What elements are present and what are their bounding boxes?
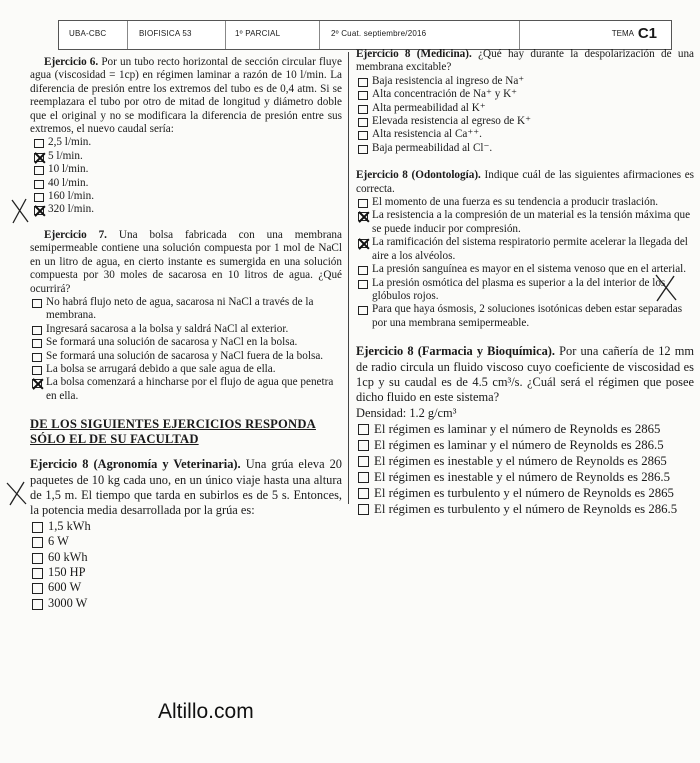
option-checkbox[interactable]: 1,5 kWh: [30, 519, 342, 534]
exercise-7-title: Ejercicio 7.: [44, 228, 107, 241]
exercise-8-medicina: Ejercicio 8 (Medicina). ¿Qué hay durante la despolarización de una membrana excitable? Baja resistencia al ingreso de Na⁺ Alta concentración de Na⁺ y K⁺ Alta permeabilidad al K⁺ Elevada resistencia al egreso de K⁺ Alta resistencia al Ca⁺⁺. Baja permeabilidad al Cl⁻.: [356, 48, 695, 154]
marked-checkbox-icon: [34, 153, 44, 162]
exercise-8-agronomia: Ejercicio 8 (Agronomía y Veterinaria). Una grúa eleva 20 paquetes de 10 kg cada uno, en un único viaje hasta una altura de 1,5 m. El tiempo que tarda en subirlos es de 5 s. Entonces, la potencia media desarrollada por la grúa es: 1,5 kWh 6 W 60 kWh 150 HP 600 W 3000 W: [30, 457, 342, 610]
exercise-8-farmacia-options: [356, 421, 694, 517]
exercise-7-text: Una bolsa fabricada con una membrana semipermeable contiene una solución compuesta por 1 mol de NaCl en un litro de agua, en cierto instante es sumergida en una solución compuesta por 30 moles de sacarosa en 10 litros de agua. ¿Qué ocurrirá?: [30, 228, 342, 295]
exercise-6-text: Por un tubo recto horizontal de sección circular fluye agua (viscosidad = 1cp) en régimen laminar a razón de 10 l/min. La diferencia de presión entre los extremos del tubo es de 0,4 atm. Si se reemplazara el tubo por otro de mitad de longitud y diámetro doble que el original y no se modificara la diferencia de presión entre sus extremos, el nuevo caudal sería:: [30, 56, 342, 136]
topic-badge: TEMA C1: [611, 25, 657, 42]
marked-checkbox-icon: [32, 379, 42, 388]
option-checkbox[interactable]: 600 W: [30, 580, 342, 595]
exercise-6-options: [32, 136, 342, 216]
exercise-7: [30, 229, 342, 403]
option-checkbox[interactable]: Alta concentración de Na⁺ y K⁺: [356, 88, 694, 101]
option-checkbox[interactable]: Baja resistencia al ingreso de Na⁺: [356, 75, 694, 88]
option-checkbox[interactable]: El régimen es turbulento y el número de Reynolds es 286.5: [356, 501, 694, 517]
marked-checkbox-icon: [34, 206, 44, 215]
exercise-8-odontologia: Ejercicio 8 (Odontología). Indique cuál de las siguientes afirmaciones es correcta. El momento de una fuerza es su tendencia a producir traslación. La resistencia a la compresión de un material es la tensión máxima que se puede inducir por compresión. La ramificación del sistema respiratorio permite acelerar la llegada del aire a los alvéolos. La presión sanguínea es mayor en el sistema venoso que en el arterial. La presión osmótica del plasma es superior a la del interior de los glóbulos rojos. Para que haya ósmosis, 2 soluciones isotónicas deben estar separadas por una membrana semipermeable.: [356, 169, 695, 329]
faculty-label: UBA-CBC: [69, 29, 107, 38]
exercise-8-agronomia-title: Ejercicio 8 (Agronomía y Veterinaria).: [30, 457, 241, 472]
option-checkbox[interactable]: Alta permeabilidad al K⁺: [356, 102, 694, 115]
exercise-8-odontologia-options: [356, 196, 694, 330]
exercise-8-farmacia: Ejercicio 8 (Farmacia y Bioquímica). Por una cañería de 12 mm de radio circula un fluido viscoso cuyo coeficiente de viscosidad es 1cp y su caudal es de 4.5 cm³/s. ¿Cuál será el régimen que posee dicho fluido en este sistema? Densidad: 1.2 g/cm³ El régimen es laminar y el número de Reynolds es 2865 El régimen es laminar y el número de Reynolds es 286.5 El régimen es inestable y el número de Reynolds es 2865 El régimen es inestable y el número de Reynolds es 286.5 El régimen es turbulento y el número de Reynolds es 2865 El régimen es turbulento y el número de Reynolds es 286.5: [356, 344, 694, 517]
exercise-8-agronomia-options: [30, 519, 342, 611]
marked-checkbox-icon: [358, 239, 368, 248]
exercise-8-medicina-options: [356, 75, 694, 155]
date-label: 2º Cuat. septiembre/2016: [331, 29, 427, 38]
option-checkbox[interactable]: 40 l/min.: [32, 177, 342, 190]
exercise-8-medicina-title: Ejercicio 8 (Medicina).: [356, 48, 472, 60]
faculty-section-heading: DE LOS SIGUIENTES EJERCICIOS RESPONDA SÓLO EL DE SU FACULTAD: [30, 417, 316, 447]
option-checkbox[interactable]: La bolsa se arrugará debido a que sale agua de ella.: [30, 363, 342, 376]
handwritten-x-icon: [8, 196, 32, 226]
option-checkbox[interactable]: El régimen es turbulento y el número de Reynolds es 2865: [356, 485, 694, 501]
option-checkbox[interactable]: Elevada resistencia al egreso de K⁺: [356, 115, 694, 128]
option-checkbox[interactable]: Baja permeabilidad al Cl⁻.: [356, 142, 694, 155]
handwritten-x-icon: [652, 272, 680, 304]
left-column: [30, 56, 342, 611]
option-checkbox[interactable]: Se formará una solución de sacarosa y NaCl fuera de la bolsa.: [30, 350, 342, 363]
option-checkbox[interactable]: No habrá flujo neto de agua, sacarosa ni NaCl a través de la membrana.: [30, 296, 342, 323]
option-checkbox[interactable]: El régimen es inestable y el número de Reynolds es 286.5: [356, 469, 694, 485]
option-checkbox[interactable]: Se formará una solución de sacarosa y NaCl en la bolsa.: [30, 336, 342, 349]
option-checkbox[interactable]: 2,5 l/min.: [32, 136, 342, 149]
exercise-8-farmacia-title: Ejercicio 8 (Farmacia y Bioquímica).: [356, 344, 555, 359]
option-checkbox[interactable]: La presión sanguínea es mayor en el sistema venoso que en el arterial.: [356, 263, 694, 276]
option-checkbox[interactable]: 3000 W: [30, 596, 342, 611]
exercise-6: [30, 56, 342, 217]
option-checkbox[interactable]: 150 HP: [30, 565, 342, 580]
option-checkbox[interactable]: Ingresará sacarosa a la bolsa y saldrá NaCl al exterior.: [30, 323, 342, 336]
option-checkbox[interactable]: Para que haya ósmosis, 2 soluciones isotónicas deben estar separadas por una membrana semipermeable.: [356, 303, 694, 330]
option-checkbox[interactable]: El régimen es laminar y el número de Reynolds es 286.5: [356, 437, 694, 453]
density-note: Densidad: 1.2 g/cm³: [356, 405, 457, 420]
option-checkbox[interactable]: 160 l/min.: [32, 190, 342, 203]
column-divider: [348, 52, 349, 504]
watermark: Altillo.com: [158, 700, 254, 723]
option-checkbox[interactable]: 10 l/min.: [32, 163, 342, 176]
option-checkbox[interactable]: 6 W: [30, 534, 342, 549]
option-checkbox[interactable]: 320 l/min.: [32, 203, 342, 216]
option-checkbox[interactable]: La resistencia a la compresión de un material es la tensión máxima que se puede inducir por compresión.: [356, 209, 694, 236]
option-checkbox[interactable]: La ramificación del sistema respiratorio permite acelerar la llegada del aire a los alvéolos.: [356, 236, 694, 263]
option-checkbox[interactable]: 60 kWh: [30, 550, 342, 565]
exam-header: [58, 20, 672, 50]
option-checkbox[interactable]: La bolsa comenzará a hincharse por el flujo de agua que penetra en ella.: [30, 376, 342, 403]
exercise-8-odontologia-title: Ejercicio 8 (Odontología).: [356, 169, 481, 182]
option-checkbox[interactable]: El momento de una fuerza es su tendencia a producir traslación.: [356, 196, 694, 209]
exam-label: 1º PARCIAL: [235, 29, 281, 38]
subject-label: BIOFISICA 53: [139, 29, 192, 38]
option-checkbox[interactable]: El régimen es inestable y el número de Reynolds es 2865: [356, 453, 694, 469]
option-checkbox[interactable]: 5 l/min.: [32, 150, 342, 163]
exercise-6-title: Ejercicio 6.: [44, 56, 99, 68]
right-column: [356, 48, 694, 517]
handwritten-x-icon: [4, 478, 30, 508]
option-checkbox[interactable]: Alta resistencia al Ca⁺⁺.: [356, 128, 694, 141]
marked-checkbox-icon: [358, 212, 368, 221]
exercise-7-options: [30, 296, 342, 403]
option-checkbox[interactable]: El régimen es laminar y el número de Reynolds es 2865: [356, 421, 694, 437]
option-checkbox[interactable]: La presión osmótica del plasma es superior a la del interior de los glóbulos rojos.: [356, 277, 694, 304]
